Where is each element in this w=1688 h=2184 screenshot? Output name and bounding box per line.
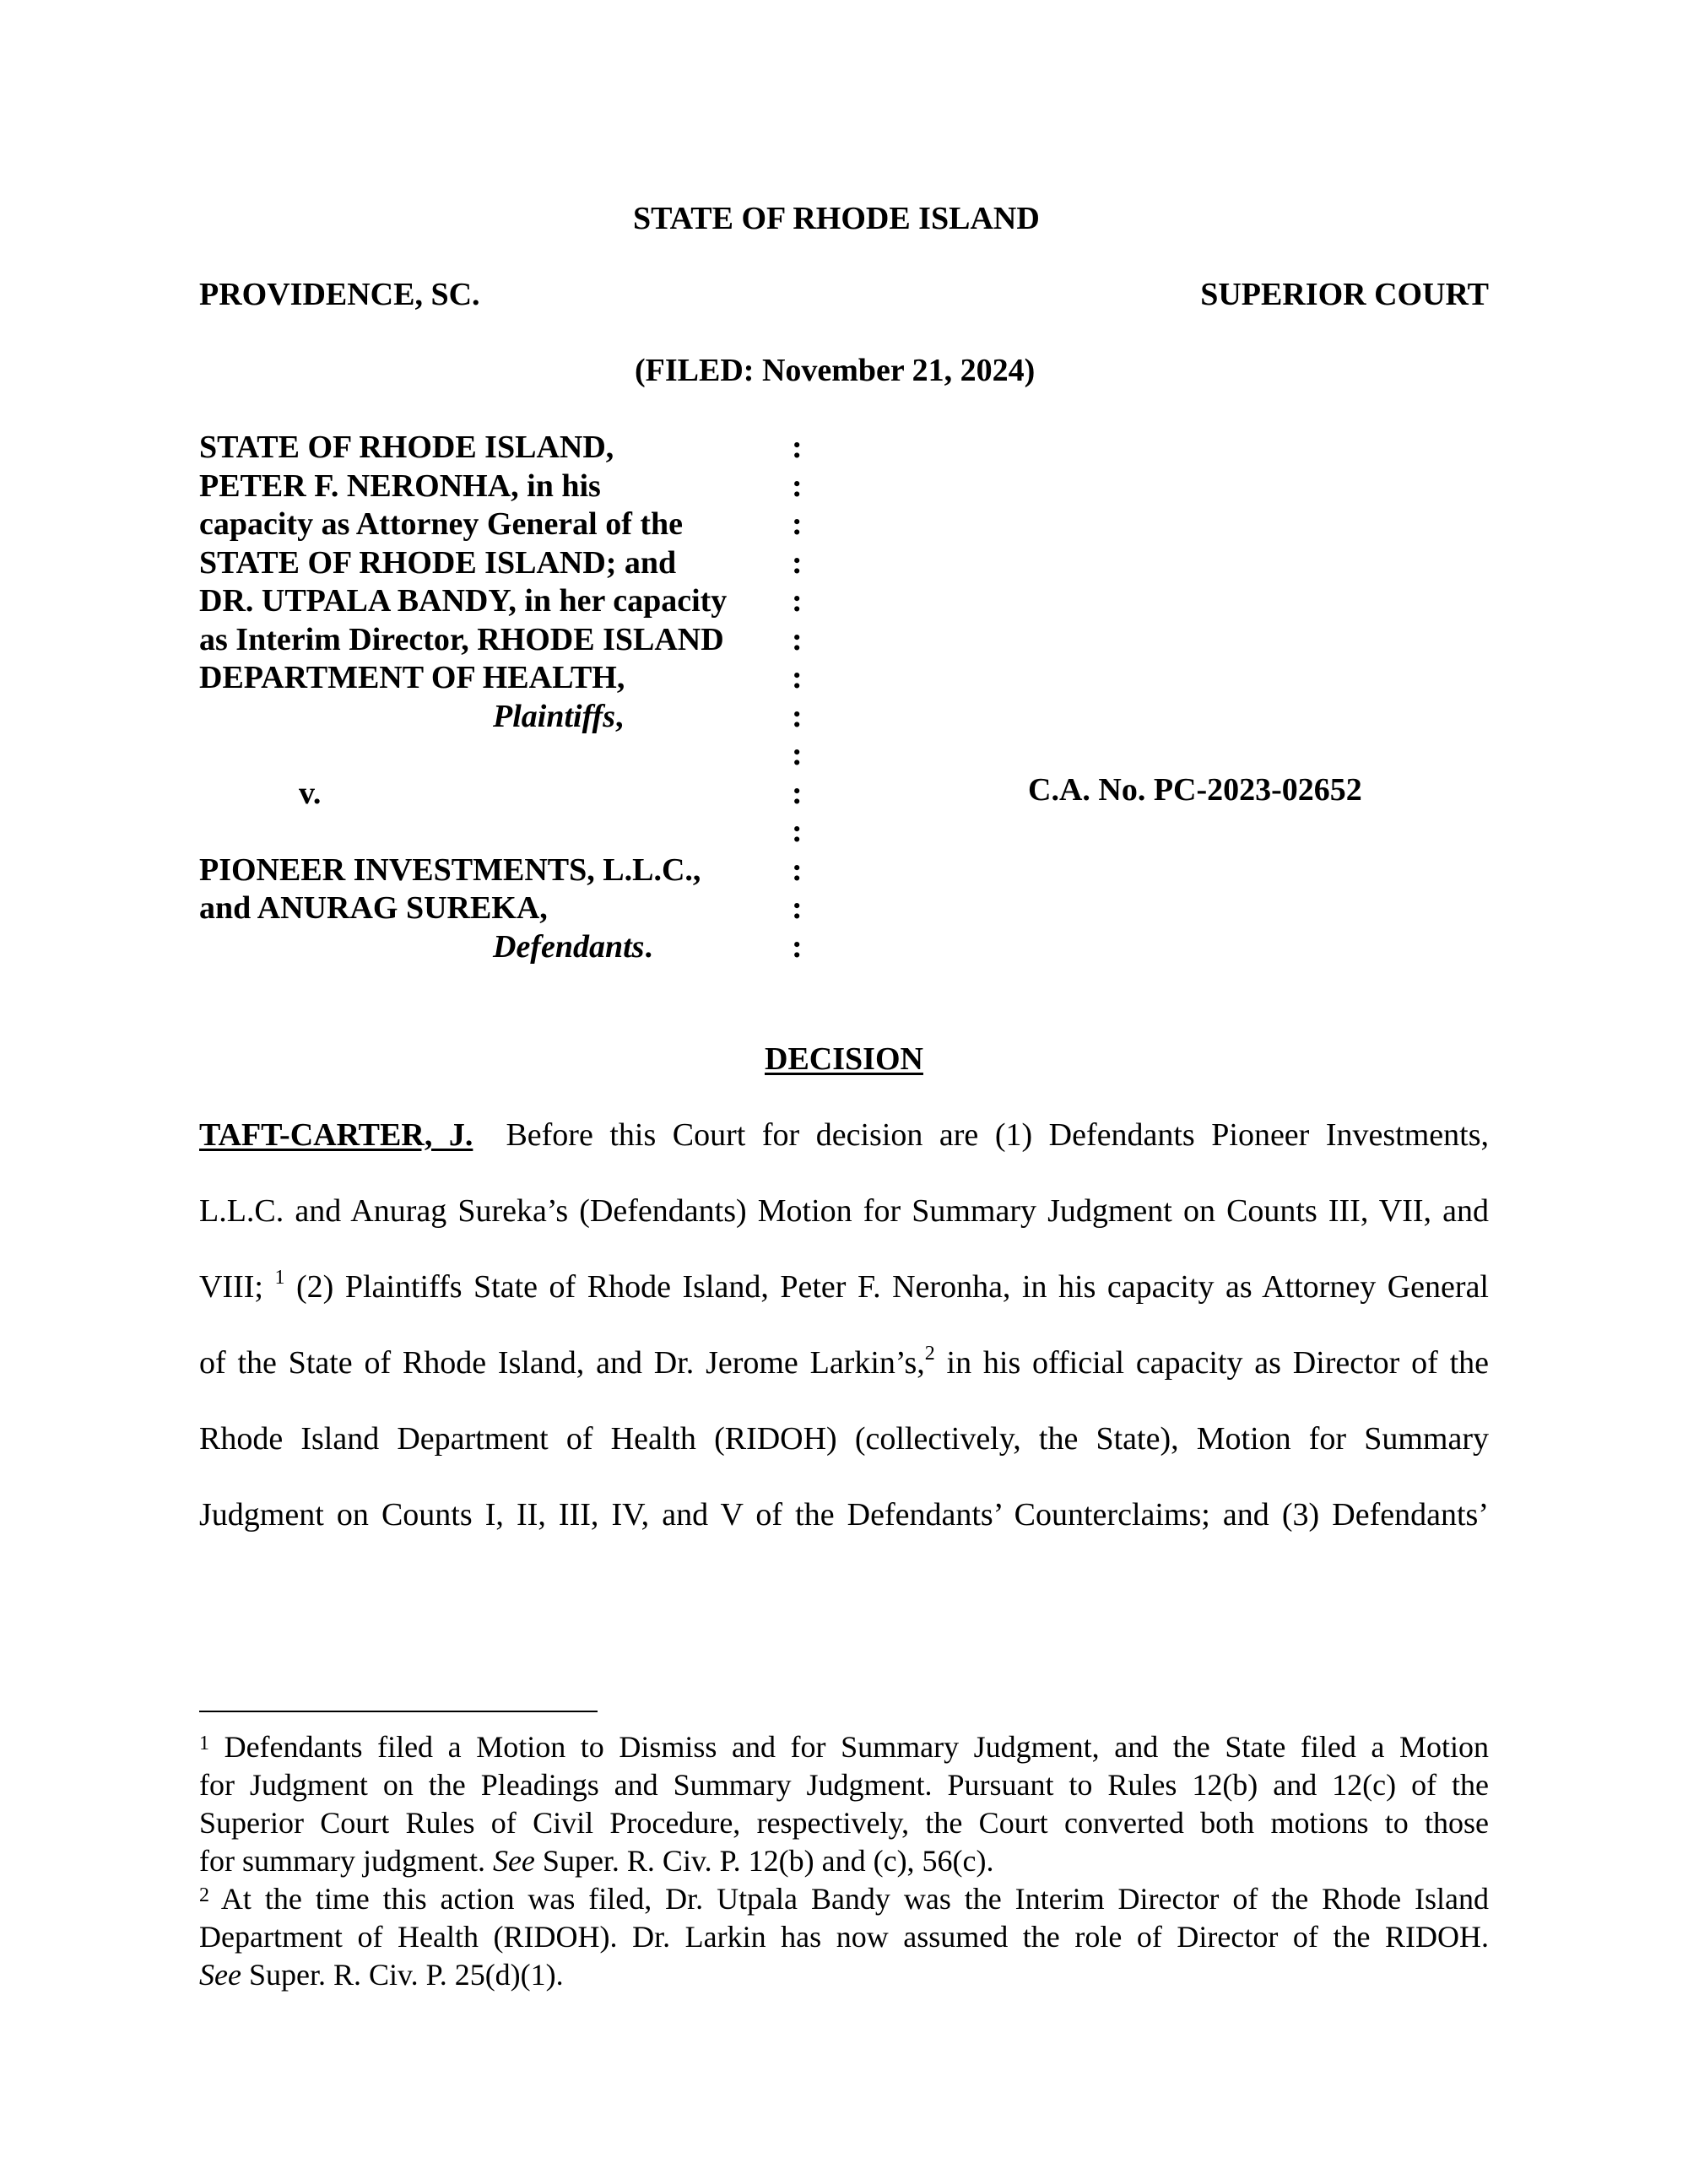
caption-colon-column — [792, 429, 809, 966]
caption-colon: : — [792, 851, 803, 888]
body-line-1 — [199, 1119, 1489, 1151]
footnote-2-line-3 — [199, 1956, 1489, 1994]
footnote-number-2: 2 — [199, 1884, 209, 1906]
footnote-text: Super. R. Civ. P. 12(b) and (c), 56(c). — [534, 1844, 994, 1878]
plaintiffs-label-line — [199, 698, 807, 737]
caption-colon: : — [792, 621, 803, 657]
body-text: Before this Court for decision are (1) Defendants Pioneer Investments, — [506, 1117, 1489, 1153]
footnote-number-1: 1 — [199, 1733, 209, 1754]
footnote-separator — [199, 1711, 598, 1712]
footnote-2-line-2: Department of Health (RIDOH). Dr. Larkin has now assumed the role of Director of the RIDOH. — [199, 1920, 1489, 1954]
defendant-line: PIONEER INVESTMENTS, L.L.C., — [199, 851, 701, 888]
body-text: (2) Plaintiffs State of Rhode Island, Peter F. Neronha, in his capacity as Attorney General — [284, 1269, 1489, 1305]
caption-colon: : — [792, 928, 803, 965]
citation-signal: See — [199, 1958, 241, 1992]
case-caption-parties — [199, 429, 807, 966]
caption-colon: : — [792, 737, 803, 772]
court-state-heading: STATE OF RHODE ISLAND — [633, 201, 1040, 236]
footnote-1-line-4 — [199, 1842, 1489, 1880]
caption-colon: : — [792, 544, 803, 581]
defendants-label: Defendants — [493, 928, 645, 965]
defendant-line: and ANURAG SUREKA, — [199, 890, 548, 926]
footnote-ref-1[interactable]: 1 — [274, 1267, 285, 1289]
plaintiff-line: STATE OF RHODE ISLAND; and — [199, 544, 677, 581]
footnote-ref-2[interactable]: 2 — [924, 1343, 935, 1365]
footnote-1-line-3: Superior Court Rules of Civil Procedure, respectively, the Court converted both motions to those — [199, 1806, 1489, 1840]
footnote-text: Defendants filed a Motion to Dismiss and for Summary Judgment, and the State filed a Motion — [209, 1730, 1489, 1764]
defendants-label-line — [199, 928, 807, 967]
plaintiff-line: STATE OF RHODE ISLAND, — [199, 430, 614, 465]
plaintiffs-comma: , — [615, 698, 624, 734]
citation-signal: See — [492, 1844, 535, 1878]
judge-name: TAFT-CARTER, J. — [199, 1117, 473, 1153]
caption-colon: : — [792, 468, 803, 504]
body-line-3 — [199, 1267, 1489, 1305]
court-name: SUPERIOR COURT — [1200, 277, 1489, 312]
body-line-5: Rhode Island Department of Health (RIDOH) (collectively, the State), Motion for Summary — [199, 1421, 1489, 1457]
caption-colon: : — [792, 506, 803, 542]
plaintiff-line: DEPARTMENT OF HEALTH, — [199, 660, 625, 695]
plaintiff-line: capacity as Attorney General of the — [199, 506, 684, 542]
caption-colon: : — [792, 430, 803, 465]
body-text: VIII; — [199, 1269, 275, 1305]
body-text: of the State of Rhode Island, and Dr. Jerome Larkin’s, — [199, 1345, 925, 1381]
case-number: C.A. No. PC-2023-02652 — [1028, 772, 1362, 808]
footnote-2-line-1 — [199, 1880, 1489, 1918]
caption-colon: : — [792, 890, 803, 926]
caption-colon: : — [792, 698, 803, 734]
county-label: PROVIDENCE, SC. — [199, 277, 480, 312]
body-line-2: L.L.C. and Anurag Sureka’s (Defendants) Motion for Summary Judgment on Counts III, VII, and — [199, 1193, 1489, 1229]
caption-colon: : — [792, 660, 803, 695]
plaintiff-line: as Interim Director, RHODE ISLAND — [199, 621, 724, 657]
plaintiffs-label: Plaintiffs — [493, 698, 615, 734]
caption-colon: : — [792, 583, 803, 619]
body-line-6: Judgment on Counts I, II, III, IV, and V of the Defendants’ Counterclaims; and (3) Defendants’ — [199, 1497, 1489, 1533]
footnote-text: Super. R. Civ. P. 25(d)(1). — [241, 1958, 564, 1992]
caption-colon: : — [792, 775, 803, 811]
versus-line — [199, 775, 807, 814]
filed-date: (FILED: November 21, 2024) — [635, 353, 1036, 388]
body-line-4 — [199, 1343, 1490, 1381]
plaintiff-line: PETER F. NERONHA, in his — [199, 468, 601, 504]
footnote-text: for summary judgment. — [199, 1844, 493, 1878]
footnote-1-line-1 — [199, 1728, 1489, 1766]
versus: v. — [299, 775, 322, 811]
defendants-period: . — [644, 928, 652, 965]
footnote-1-line-2: for Judgment on the Pleadings and Summary Judgment. Pursuant to Rules 12(b) and 12(c) of the — [199, 1768, 1489, 1802]
caption-colon: : — [792, 814, 803, 849]
plaintiff-line: DR. UTPALA BANDY, in her capacity — [199, 583, 728, 619]
footnote-text: At the time this action was filed, Dr. Utpala Bandy was the Interim Director of the Rhode Island — [209, 1882, 1489, 1916]
decision-title: DECISION — [765, 1041, 923, 1077]
body-text: in his official capacity as Director of the — [934, 1345, 1490, 1381]
